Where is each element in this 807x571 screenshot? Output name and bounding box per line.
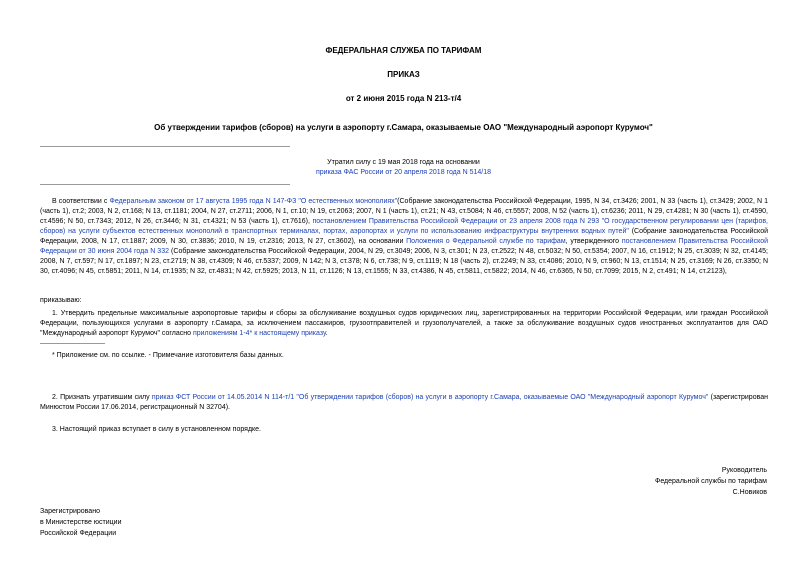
- status-line-1: Утратил силу с 19 мая 2018 года на основании: [327, 159, 480, 166]
- agency-heading: ФЕДЕРАЛЬНАЯ СЛУЖБА ПО ТАРИФАМ: [325, 46, 482, 55]
- item-2-text-2: (зарегистрирован Минюстом России 17.06.2014, регистрационный N 32704).: [40, 394, 768, 411]
- preamble-text-3: (Собрание законодательства Российской Федерации, 2008, N 17, ст.1887; 2009, N 30, ст.3836; 2010, N 19, ст.2316; 2013, N 27, ст.3602), на основании: [40, 228, 769, 245]
- registration-line-2: в Министерстве юстиции: [40, 519, 122, 526]
- item-2-text-1: 2. Признать утратившим силу: [52, 394, 152, 401]
- federal-law-link[interactable]: Федеральным законом от 17 августа 1995 года N 147-ФЗ "О естественных монополиях": [109, 198, 398, 205]
- signature-position: Руководитель: [721, 467, 767, 474]
- order-word: приказываю:: [40, 297, 82, 304]
- registration-line-1: Зарегистрировано: [40, 508, 100, 515]
- government-decree-293-link[interactable]: постановлением Правительства Российской Федерации от 23 апреля 2008 года N 293 "О государственном регулировании цен (тарифов, сборов) на услуги субъектов естественных монополий в транспортных терминалах, портах, аэропортах и услуги по использованию инфраструктуры внутренних водных путей": [40, 218, 768, 235]
- item-3-text: 3. Настоящий приказ вступает в силу в установленном порядке.: [52, 426, 262, 433]
- date-number-heading: от 2 июня 2015 года N 213-т/4: [345, 94, 462, 103]
- divider-bottom: [40, 184, 290, 185]
- preamble-paragraph: [40, 197, 768, 277]
- government-decree-332-link[interactable]: постановлением Правительства Российской Федерации от 30 июня 2004 года N 332: [40, 238, 769, 255]
- fst-regulation-link[interactable]: Положения о Федеральной службе по тарифам: [406, 238, 566, 245]
- registration-line-3: Российской Федерации: [40, 530, 117, 537]
- status-line-2: [0, 168, 807, 178]
- preamble-text-5: (Собрание законодательства Российской Федерации, 2004, N 29, ст.3049; 2006, N 3, ст.301; N 23, ст.2522; N 48, ст.5032; N 50, ст.5354; 2007, N 16, ст.1912; N 25, ст.3039; N 32, ст.4145; 2008, N 7, ст.597; N 17, ст.1897; N 23, ст.2719; N 38, ст.4309; N 46, ст.5337; 2009, N 142; N 3, ст.378; N 6, ст.738; N 9, ст.1119; N 18 (часть 2), ст.2249; N 33, ст.4086; 2010, N 9, ст.960; N 13, ст.1514; N 25, ст.3169; N 26, ст.3350; N 30, ст.4096; N 45, ст.5851; 2011, N 14, ст.1935; N 32, ст.4831; N 42, ст.5925; 2013, N 11, ст.1126; N 13, ст.1555; N 33, ст.4386, N 45, ст.5811, ст.5822; 2014, N 46, ст.6365, N 50, ст.7099; 2015, N 2, ст.491; N 14, ст.2123),: [40, 248, 768, 275]
- preamble-text-1: В соответствии с: [52, 198, 110, 205]
- repeal-order-link[interactable]: приказа ФАС России от 20 апреля 2018 года N 514/18: [315, 169, 492, 176]
- preamble-text-4: , утвержденного: [565, 238, 622, 245]
- appendices-link[interactable]: приложениям 1-4* к настоящему приказу: [192, 330, 326, 337]
- footnote-divider: [40, 343, 105, 344]
- signature-name: С.Новиков: [732, 489, 767, 496]
- signature-organization: Федеральной службы по тарифам: [655, 478, 767, 485]
- footnote-text: * Приложение см. по ссылке. - Примечание изготовителя базы данных.: [52, 352, 284, 359]
- item-1-paragraph: [40, 309, 768, 339]
- item-1-text-2: .: [325, 330, 328, 337]
- preamble-text-2: (Собрание законодательства Российской Федерации, 1995, N 34, ст.3426; 2001, N 33 (часть 1), ст.3429; 2002, N 1 (часть 1), ст.2; 2003, N 2, ст.168; N 13, ст.1181; 2004, N 27, ст.2711; 2006, N 1, ст.10; N 19, ст.2063; 2007, N 1 (часть 1), ст.21; N 43, ст.5084; N 46, ст.5557; 2008, N 52 (часть 1), ст.6236; 2011, N 29, ст.4281; N 30 (часть 1), ст.4590, ст.4596; N 50, ст.7343; 2012, N 26, ст.3446; N 31, ст.4321; N 53 (часть 1), ст.7616),: [40, 198, 769, 225]
- item-2-paragraph: [40, 393, 768, 413]
- doc-type-heading: ПРИКАЗ: [387, 70, 420, 79]
- repealed-order-link[interactable]: приказ ФСТ России от 14.05.2014 N 114-т/1 "Об утверждении тарифов (сборов) на услуги в аэропорту г.Самара, оказываемые ОАО "Международный аэропорт Курумоч": [151, 394, 709, 401]
- divider-top: [40, 146, 290, 147]
- document-title: Об утверждении тарифов (сборов) на услуги в аэропорту г.Самара, оказываемые ОАО "Международный аэропорт Курумоч": [154, 123, 653, 132]
- item-1-text-1: 1. Утвердить предельные максимальные аэропортовые тарифы и сборы за обслуживание воздушных судов юридических лиц, зарегистрированных на территории Российской Федерации, или граждан Российской Федерации, пользующихся услугами в аэропорту г.Самара, за исключением пассажиров, грузоотправителей и грузополучателей, а также за обслуживание воздушных судов иностранных эксплуатантов для ОАО "Международный аэропорт Курумоч" согласно: [40, 310, 768, 337]
